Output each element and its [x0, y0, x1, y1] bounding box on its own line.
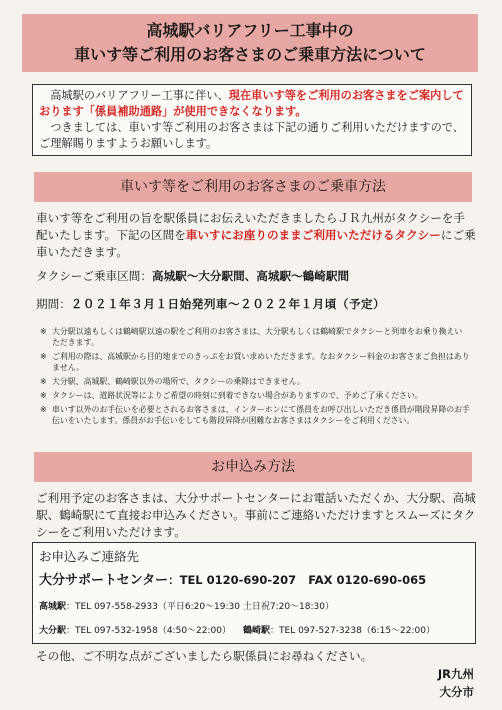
- takajo-contact: [39, 599, 334, 612]
- oita-contact: [39, 623, 231, 636]
- note-mark: ※: [40, 391, 47, 400]
- taxi-section-value: 高城駅～大分駅間、高城駅～鶴崎駅間: [151, 269, 350, 283]
- tsurusaki-contact: [243, 623, 435, 636]
- note-mark: ※: [40, 405, 47, 414]
- takajo-info: ：TEL 097-558-2933（平日6:20～19:30 土日祝7:20～18:30）: [66, 602, 334, 612]
- period-value: ２０２１年３月１日始発列車～２０２２年１月頃（予定）: [70, 297, 386, 311]
- period-row: [36, 296, 385, 312]
- note-text: タクシーは、道路状況等によりご希望の時刻に到着できない場合がありますので、予めご了承ください。: [52, 391, 423, 400]
- oita-station-name: 大分駅: [39, 626, 67, 636]
- title-line-1: 高城駅バリアフリー工事中の: [146, 21, 354, 40]
- boarding-heading: 車いす等をご利用のお客さまのご乗車方法: [34, 172, 472, 202]
- support-center-name: 大分サポートセンター: [39, 573, 169, 588]
- period-label: 期間：: [36, 297, 71, 311]
- taxi-section-row: [36, 268, 349, 284]
- title-banner: [22, 14, 478, 72]
- note-item: [40, 376, 470, 387]
- note-mark: ※: [40, 377, 47, 386]
- oita-info: ：TEL 097-532-1958（4:50～22:00）: [66, 626, 231, 636]
- note-text: 大分駅、高城駅、鶴崎駅以外の場所で、タクシーの乗降はできません。: [52, 377, 305, 386]
- closing-text: その他、ご不明な点がございましたら駅係員にお尋ねください。: [36, 649, 373, 663]
- note-mark: ※: [40, 352, 47, 361]
- intro-paragraph-1: [39, 88, 465, 120]
- note-text: 大分駅以遠もしくは鶴崎駅以遠の駅をご利用のお客さまは、大分駅もしくは鶴崎駅でタクシーと列車をお乗り換えいただきます。: [52, 327, 463, 347]
- signature-jr-kyushu: JR九州: [437, 667, 474, 681]
- contact-box: [32, 542, 476, 644]
- note-mark: ※: [40, 327, 47, 336]
- apply-paragraph: ご利用予定のお客さまは、大分サポートセンターにお電話いただくか、大分駅、高城駅、鶴崎駅にて直接お申込みください。事前にご連絡いただけますとスムーズにタクシーをご利用いただけます。: [36, 491, 476, 539]
- support-center-tel: ：TEL 0120-690-207: [168, 573, 297, 587]
- intro-text: 高城駅のバリアフリー工事に伴い、: [50, 89, 229, 102]
- note-text: 車いす以外のお手伝いを必要とされるお客さまは、インターホンにて係員をお呼び出しいただき係員が階段昇降のお手伝いをいたします。係員がお手伝いをしても階段昇降が困難なお客さまはタクシーをご利用ください。: [52, 405, 470, 425]
- boarding-highlight: 車いすにお座りのままご利用いただけるタクシー: [185, 228, 441, 242]
- note-item: [40, 351, 470, 373]
- note-item: [40, 326, 470, 348]
- note-text: ご利用の際は、高城駅から目的地までのきっぷをお買い求めいただきます。なおタクシー料金のお客さまご負担はありません。: [52, 352, 470, 372]
- contact-title: お申込みご連絡先: [39, 549, 140, 564]
- boarding-text-c: にご乗車いただきます。: [36, 228, 476, 259]
- tsurusaki-info: ：TEL 097-527-3238（6:15～22:00）: [270, 626, 435, 636]
- intro-highlight: 現在車いす等をご利用のお客さまをご案内しております「係員補助通路」が使用できなくなります。: [39, 89, 464, 118]
- support-center-fax: FAX 0120-690-065: [308, 573, 427, 587]
- intro-box: [32, 84, 472, 156]
- note-item: [40, 404, 470, 426]
- signature-oita-city: 大分市: [439, 685, 474, 699]
- apply-heading: お申込み方法: [34, 452, 472, 482]
- title-line-2: 車いす等ご利用のお客さまのご乗車方法について: [74, 45, 426, 64]
- note-item: [40, 390, 470, 401]
- takajo-station-name: 高城駅: [39, 602, 67, 612]
- intro-paragraph-2: つきましては、車いす等ご利用のお客さまは下記の通りご利用いただけますので、ご理解賜りますようお願いします。: [39, 121, 464, 150]
- boarding-text-a: 車いす等をご利用の旨を駅係員にお伝えいただきましたらＪＲ九州がタクシーを手配いたします。下記の区間を: [36, 211, 465, 242]
- taxi-section-label: タクシーご乗車区間：: [36, 269, 152, 283]
- boarding-paragraph: [36, 210, 476, 261]
- support-center-line: [39, 569, 426, 588]
- tsurusaki-station-name: 鶴崎駅: [243, 626, 271, 636]
- notes-list: [40, 326, 470, 429]
